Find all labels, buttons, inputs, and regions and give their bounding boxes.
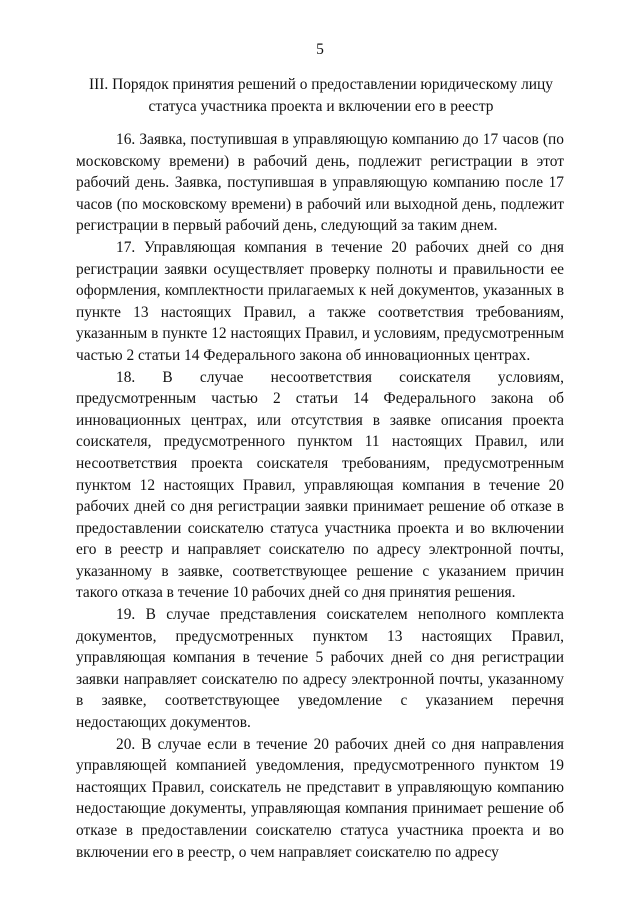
paragraph-19: 19. В случае представления соискателем неполного комплекта документов, предусмотренных пунктом 13 настоящих Правил, управляющая компания в течение 5 рабочих дней со дня регистрации заявки направляет соискателю по адресу электронной почты, указанному в заявке, соответствующее уведомление с указанием перечня недостающих документов. — [76, 606, 564, 732]
paragraph-17: 17. Управляющая компания в течение 20 рабочих дней со дня регистрации заявки осуществляет проверку полноты и правильности ее оформления, комплектности прилагаемых к ней документов, указанных в пункте 13 настоящих Правил, а также соответствия требованиям, указанным в пункте 12 настоящих Правил, и условиям, предусмотренным частью 2 статьи 14 Федерального закона об инновационных центрах. — [76, 238, 564, 364]
paragraph-18: 18. В случае несоответствия соискателя условиям, предусмотренным частью 2 статьи 14 Федерального закона об инновационных центрах, или отсутствия в заявке описания проекта соискателя, предусмотренного пунктом 11 настоящих Правил, или несоответствия проекта соискателя требованиям, предусмотренным пунктом 12 настоящих Правил, управляющая компания в течение 20 рабочих дней со дня регистрации заявки принимает решение об отказе в предоставлении соискателю статуса участника проекта и во включении его в реестр и направляет соискателю по адресу электронной почты, указанному в заявке, соответствующее решение с указанием причин такого отказа в течение 10 рабочих дней со дня принятия решения. — [76, 368, 564, 602]
paragraph-16: 16. Заявка, поступившая в управляющую компанию до 17 часов (по московскому времени) в рабочий день, подлежит регистрации в этот рабочий день. Заявка, поступившая в управляющую компанию после 17 часов (по московскому времени) в рабочий или выходной день, подлежит регистрации в первый рабочий день, следующий за таким днем. — [76, 131, 564, 235]
paragraph-20: 20. В случае если в течение 20 рабочих дней со дня направления управляющей компанией уведомления, предусмотренного пунктом 19 настоящих Правил, соискатель не представит в управляющую компанию недостающие документы, управляющая компания принимает решение об отказе в предоставлении соискателю статуса участника проекта и во включении его в реестр, о чем направляет соискателю по адресу — [76, 735, 564, 861]
document-body — [76, 129, 564, 863]
page-number: 5 — [316, 41, 324, 58]
section-heading: III. Порядок принятия решений о предоставлении юридическому лицу статуса участника проекта и включении его в реестр — [89, 76, 553, 115]
